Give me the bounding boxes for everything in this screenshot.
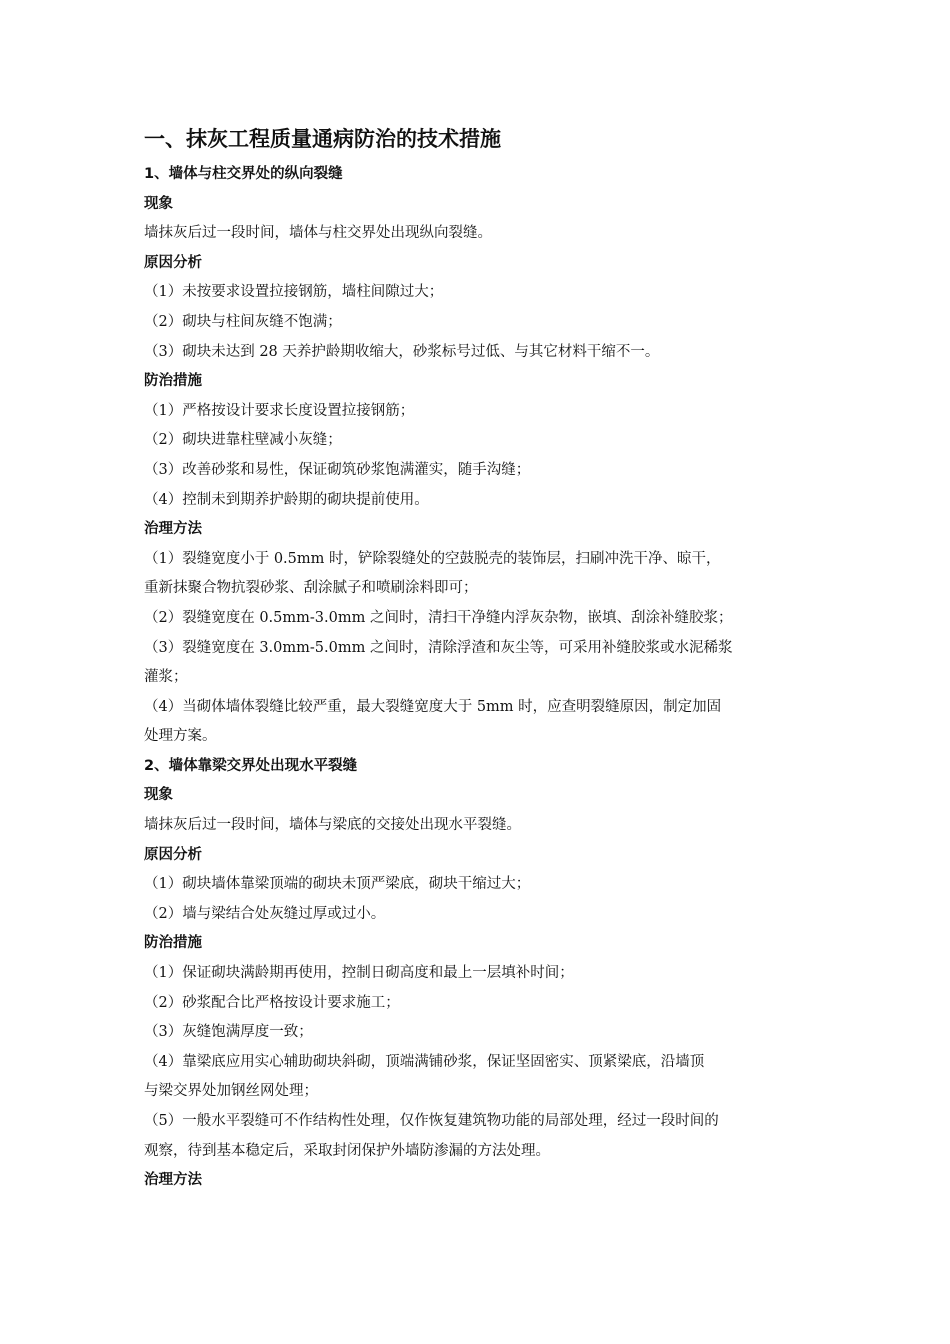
section-2-phenomenon-label: 现象 bbox=[144, 787, 173, 804]
document-page bbox=[144, 124, 808, 1196]
treatment-line: 重新抹聚合物抗裂砂浆、刮涂腻子和喷刷涂料即可； bbox=[144, 580, 478, 597]
section-1-prevention-item: （4）控制未到期养护龄期的砌块提前使用。 bbox=[144, 491, 429, 508]
section-1-prevention-label: 防治措施 bbox=[144, 373, 202, 390]
prevention-line: （5）一般水平裂缝可不作结构性处理，仅作恢复建筑物功能的局部处理，经过一段时间的 bbox=[144, 1113, 719, 1129]
prevention-line: 观察，待到基本稳定后，采取封闭保护外墙防渗漏的方法处理。 bbox=[144, 1142, 550, 1159]
treatment-line: （3）裂缝宽度在 3.0mm-5.0mm 之间时，清除浮渣和灰尘等，可采用补缝胶浆或水泥稀浆 bbox=[144, 639, 733, 656]
section-1-treatment-item bbox=[144, 545, 808, 604]
prevention-line: （4）靠梁底应用实心辅助砌块斜砌，顶端满铺砂浆，保证坚固密实、顶紧梁底，沿墙顶 bbox=[144, 1053, 705, 1070]
section-2-cause-label: 原因分析 bbox=[144, 846, 202, 863]
treatment-line: （1）裂缝宽度小于 0.5mm 时，铲除裂缝处的空鼓脱壳的装饰层，扫刷冲洗干净、晾干， bbox=[144, 550, 721, 567]
section-1-cause-item: （3）砌块未达到 28 天养护龄期收缩大，砂浆标号过低、与其它材料干缩不一。 bbox=[144, 343, 660, 360]
section-1-phenomenon-text: 墙抹灰后过一段时间，墙体与柱交界处出现纵向裂缝。 bbox=[144, 225, 492, 242]
document-title: 一、抹灰工程质量通病防治的技术措施 bbox=[144, 127, 501, 151]
section-1-phenomenon-label: 现象 bbox=[144, 195, 173, 212]
section-1-treatment-item bbox=[144, 693, 808, 752]
section-1-heading: 1、墙体与柱交界处的纵向裂缝 bbox=[144, 166, 343, 182]
section-1-prevention-item: （3）改善砂浆和易性，保证砌筑砂浆饱满灌实，随手沟缝； bbox=[144, 461, 531, 478]
section-1-treatment-item bbox=[144, 634, 808, 693]
treatment-line: （4）当砌体墙体裂缝比较严重，最大裂缝宽度大于 5mm 时，应查明裂缝原因，制定加固 bbox=[144, 698, 722, 715]
section-2-heading: 2、墙体靠梁交界处出现水平裂缝 bbox=[144, 757, 358, 774]
section-2-prevention-label: 防治措施 bbox=[144, 935, 202, 952]
section-2-prevention-item bbox=[144, 1018, 808, 1048]
section-1 bbox=[144, 160, 808, 752]
section-2-cause-item: （2）墙与梁结合处灰缝过厚或过小。 bbox=[144, 905, 386, 922]
prevention-line: （1）保证砌块满龄期再使用，控制日砌高度和最上一层填补时间； bbox=[144, 965, 574, 982]
prevention-line: （3）灰缝饱满厚度一致； bbox=[144, 1024, 313, 1041]
section-2 bbox=[144, 752, 808, 1196]
section-1-cause-label: 原因分析 bbox=[144, 254, 202, 271]
treatment-line: 灌浆； bbox=[144, 669, 188, 686]
section-2-prevention-item bbox=[144, 1107, 808, 1166]
prevention-line: 与梁交界处加钢丝网处理； bbox=[144, 1083, 318, 1100]
prevention-line: （2）砂浆配合比严格按设计要求施工； bbox=[144, 994, 400, 1011]
section-1-cause-item: （2）砌块与柱间灰缝不饱满； bbox=[144, 313, 342, 330]
section-1-cause-item: （1）未按要求设置拉接钢筋，墙柱间隙过大； bbox=[144, 284, 444, 301]
section-2-phenomenon-text: 墙抹灰后过一段时间，墙体与梁底的交接处出现水平裂缝。 bbox=[144, 817, 521, 834]
treatment-line: （2）裂缝宽度在 0.5mm-3.0mm 之间时，清扫干净缝内浮灰杂物，嵌填、刮涂补缝胶浆； bbox=[144, 609, 733, 626]
section-2-treatment-label: 治理方法 bbox=[144, 1172, 202, 1189]
section-2-prevention-item bbox=[144, 1048, 808, 1107]
section-1-treatment-label: 治理方法 bbox=[144, 521, 202, 538]
section-1-prevention-item: （1）严格按设计要求长度设置拉接钢筋； bbox=[144, 402, 415, 419]
section-2-prevention-item bbox=[144, 989, 808, 1019]
section-1-treatment-item bbox=[144, 604, 808, 634]
section-2-prevention-item bbox=[144, 959, 808, 989]
treatment-line: 处理方案。 bbox=[144, 728, 217, 745]
section-1-prevention-item: （2）砌块进靠柱壁减小灰缝； bbox=[144, 432, 342, 449]
section-2-cause-item: （1）砌块墙体靠梁顶端的砌块未顶严梁底，砌块干缩过大； bbox=[144, 876, 531, 893]
